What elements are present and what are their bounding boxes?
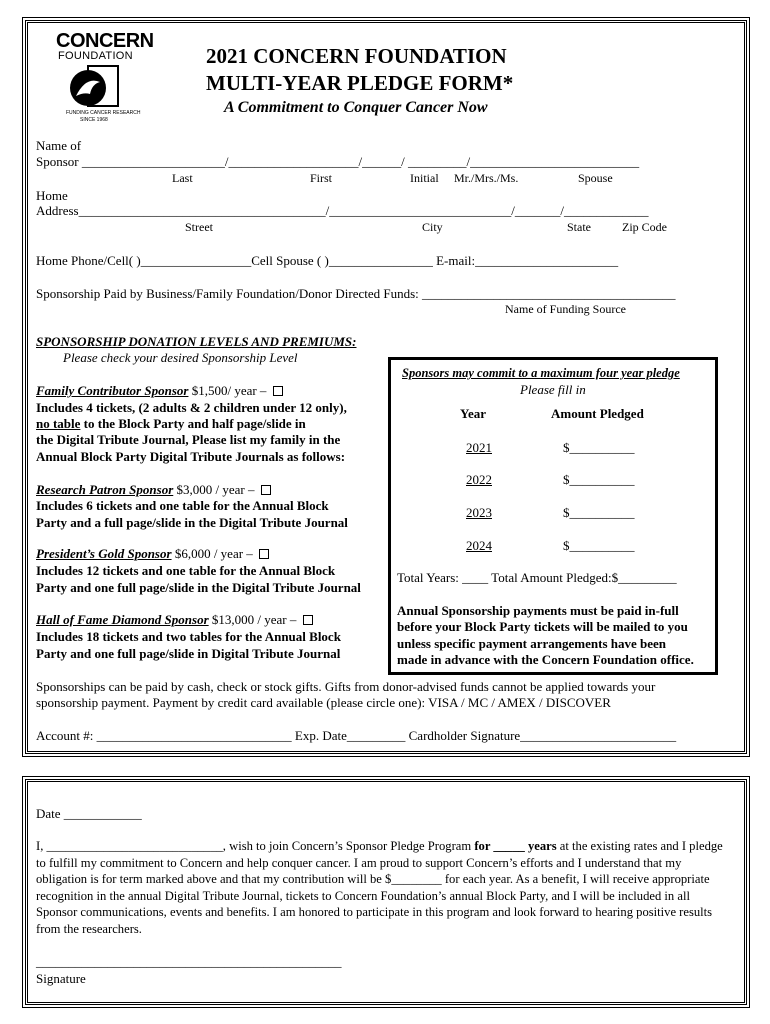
president-line-2: Party and one full page/slide in the Digital Tribute Journal xyxy=(36,580,361,595)
signature-label: Signature xyxy=(36,971,86,986)
research-sponsor-name: Research Patron Sponsor xyxy=(36,482,174,497)
family-line-1: Includes 4 tickets, (2 adults & 2 children under 12 only), xyxy=(36,400,347,415)
pledge-year-2024: 2024 xyxy=(466,538,492,553)
family-sponsor-price: $1,500/ year – xyxy=(191,383,267,398)
pledge-col-amount: Amount Pledged xyxy=(551,406,644,421)
signature-line[interactable]: _______________________________________________ xyxy=(36,954,342,969)
phone-email-field[interactable]: Home Phone/Cell( )_________________Cell Spouse ( )________________ E-mail:______________________ xyxy=(36,253,619,268)
agreement-date-field[interactable]: Date ____________ xyxy=(36,806,142,821)
agreement-text-start: I, ____________________________, wish to join Concern’s Sponsor Pledge Program xyxy=(36,839,475,853)
pledge-note-1: Annual Sponsorship payments must be paid in-full xyxy=(397,603,679,618)
concern-logo xyxy=(48,30,154,125)
family-line-3: the Digital Tribute Journal, Please list my family in the xyxy=(36,432,341,447)
form-subtitle: A Commitment to Conquer Cancer Now xyxy=(224,99,488,116)
sponsor-label-1: Name of xyxy=(36,138,82,153)
hall-sponsor-name: Hall of Fame Diamond Sponsor xyxy=(36,612,209,627)
form-title-line1: 2021 CONCERN FOUNDATION xyxy=(206,44,507,68)
pledge-year-2022: 2022 xyxy=(466,472,492,487)
funding-source-field[interactable]: Sponsorship Paid by Business/Family Foundation/Donor Directed Funds: _______________________________________ xyxy=(36,286,676,301)
family-line-4: Annual Block Party Digital Tribute Journals as follows: xyxy=(36,449,346,464)
president-sponsor-name: President’s Gold Sponsor xyxy=(36,546,172,561)
pledge-totals-field[interactable]: Total Years: ____ Total Amount Pledged:$_________ xyxy=(397,570,677,585)
address-field[interactable]: Address______________________________________/____________________________/_______/_____________ xyxy=(36,203,649,218)
family-line-2 xyxy=(36,416,306,432)
address-sub-city: City xyxy=(422,220,443,234)
logo-tagline-1: FUNDING CANCER RESEARCH xyxy=(66,110,141,116)
hall-sponsor-option[interactable] xyxy=(36,612,313,628)
pledge-amount-2022[interactable]: $__________ xyxy=(563,472,635,487)
sponsor-sub-first: First xyxy=(310,171,333,185)
pledge-amount-2023[interactable]: $__________ xyxy=(563,505,635,520)
agreement-years-field[interactable]: for _____ years xyxy=(474,839,557,853)
family-sponsor-checkbox[interactable] xyxy=(273,386,283,396)
logo-tagline-2: SINCE 1968 xyxy=(80,117,108,123)
president-sponsor-option[interactable] xyxy=(36,546,269,562)
levels-heading: SPONSORSHIP DONATION LEVELS AND PREMIUMS: xyxy=(36,334,357,349)
address-sub-street: Street xyxy=(185,220,213,234)
sponsor-sub-title: Mr./Mrs./Ms. xyxy=(454,171,519,185)
logo-emblem xyxy=(66,62,126,114)
pledge-amount-2024[interactable]: $__________ xyxy=(563,538,635,553)
president-sponsor-price: $6,000 / year – xyxy=(174,546,253,561)
sponsor-sub-initial: Initial xyxy=(410,171,439,185)
research-line-1: Includes 6 tickets and one table for the Annual Block xyxy=(36,498,329,513)
agreement-paragraph xyxy=(36,838,726,937)
pledge-col-year: Year xyxy=(460,406,486,421)
pledge-fill-in: Please fill in xyxy=(520,382,586,397)
pledge-heading: Sponsors may commit to a maximum four year pledge xyxy=(402,366,680,380)
agreement-text-rest: at the existing rates and I pledge to fulfill my commitment to Concern and help conquer cancer. I am proud to support Concern’s efforts and I understand that my obligation is for term marked above and that my contribution will be $________ for each year. As a benefit, I will receive appropriate recognition in the annual Digital Tribute Journal, tickets to Concern Foundation’s annual Block Party, and I will be included in all Sponsor communications, events and benefits. I am honored to participate in this program and look forward to hearing positive results from the researchers. xyxy=(36,839,723,936)
form-title-line2: MULTI-YEAR PLEDGE FORM* xyxy=(206,71,514,95)
payment-line-1: Sponsorships can be paid by cash, check or stock gifts. Gifts from donor-advised funds cannot be applied towards your xyxy=(36,679,656,694)
hall-line-1: Includes 18 tickets and two tables for the Annual Block xyxy=(36,629,341,644)
sponsor-name-field[interactable]: Sponsor ______________________/____________________/______/ _________/__________________________ xyxy=(36,154,640,169)
research-line-2: Party and a full page/slide in the Digital Tribute Journal xyxy=(36,515,348,530)
hall-sponsor-checkbox[interactable] xyxy=(303,615,313,625)
research-sponsor-option[interactable] xyxy=(36,482,271,498)
pledge-note-4: made in advance with the Concern Foundation office. xyxy=(397,652,694,667)
sponsor-sub-last: Last xyxy=(172,171,193,185)
pledge-year-2021: 2021 xyxy=(466,440,492,455)
levels-instruction: Please check your desired Sponsorship Level xyxy=(63,350,298,365)
hall-sponsor-price: $13,000 / year – xyxy=(211,612,297,627)
pledge-year-2023: 2023 xyxy=(466,505,492,520)
family-sponsor-name: Family Contributor Sponsor xyxy=(36,383,189,398)
logo-name-top: CONCERN xyxy=(56,30,154,52)
address-label-1: Home xyxy=(36,188,68,203)
president-line-1: Includes 12 tickets and one table for the Annual Block xyxy=(36,563,336,578)
logo-name-bottom: FOUNDATION xyxy=(58,50,133,62)
payment-line-2: sponsorship payment. Payment by credit card available (please circle one): VISA / MC / AMEX / DISCOVER xyxy=(36,695,611,710)
hall-line-2: Party and one full page/slide in Digital Tribute Journal xyxy=(36,646,341,661)
family-sponsor-option[interactable] xyxy=(36,383,283,399)
pledge-note-3: unless specific payment arrangements have been xyxy=(397,636,667,651)
account-field[interactable]: Account #: ______________________________ Exp. Date_________ Cardholder Signature________________________ xyxy=(36,728,677,743)
research-sponsor-price: $3,000 / year – xyxy=(176,482,255,497)
sponsor-sub-spouse: Spouse xyxy=(578,171,613,185)
research-sponsor-checkbox[interactable] xyxy=(261,485,271,495)
president-sponsor-checkbox[interactable] xyxy=(259,549,269,559)
address-sub-zip: Zip Code xyxy=(622,220,667,234)
address-sub-state: State xyxy=(567,220,591,234)
pledge-amount-2021[interactable]: $__________ xyxy=(563,440,635,455)
family-line-2-rest: to the Block Party and half page/slide in xyxy=(80,416,306,431)
pledge-note-2: before your Block Party tickets will be mailed to you xyxy=(397,619,688,634)
family-no-table: no table xyxy=(36,416,81,431)
funding-source-sub: Name of Funding Source xyxy=(505,302,626,316)
